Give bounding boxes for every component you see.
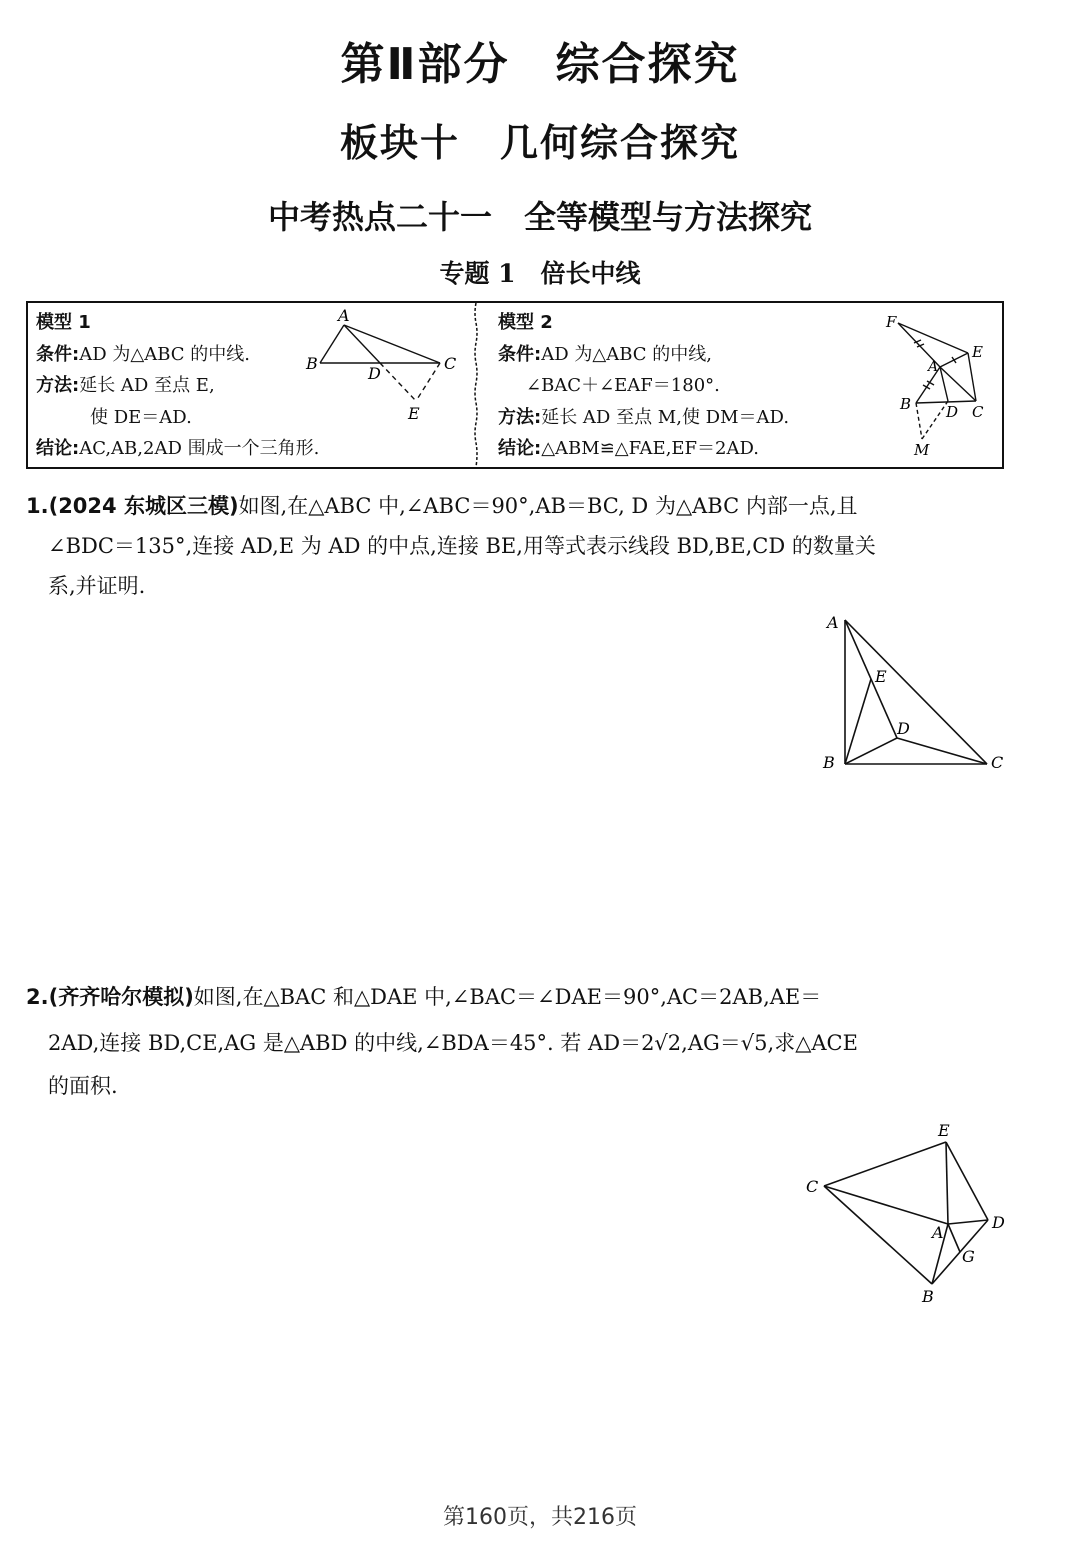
model1-conclusion: AC,AB,2AD 围成一个三角形.	[79, 438, 320, 459]
problem2-line1: 如图,在△BAC 和△DAE 中,∠BAC＝∠DAE＝90°,AC＝2AB,AE＝	[193, 985, 822, 1009]
problem1-label-a: A	[827, 613, 839, 632]
model2-text	[498, 307, 789, 465]
hotspot-title: 中考热点二十一 全等模型与方法探究	[267, 198, 812, 236]
problem2-label-d: D	[992, 1213, 1005, 1232]
problem1-label-d: D	[897, 719, 910, 738]
problem2-line2: 2AD,连接 BD,CE,AG 是△ABD 的中线,∠BDA＝45°. 若 AD＝2√2,AG＝√5,求△ACE	[48, 1031, 858, 1055]
problem2-line3: 的面积.	[48, 1074, 118, 1098]
model2-condition-label: 条件:	[498, 343, 542, 365]
model2-label-d: D	[946, 403, 959, 421]
model2-condition-line2: ∠BAC＋∠EAF＝180°.	[526, 375, 720, 396]
model1-figure	[300, 307, 470, 425]
block-title: 板块十 几何综合探究	[339, 121, 740, 165]
model-box	[26, 301, 1004, 469]
model1-method-label: 方法:	[36, 375, 80, 396]
problem2-source: (齐齐哈尔模拟)	[48, 985, 194, 1009]
problem1-label-e: E	[875, 667, 887, 686]
problem-1	[26, 486, 1006, 606]
model2-figure	[868, 305, 1002, 465]
model1-method-line2: 使 DE＝AD.	[90, 406, 192, 428]
model1-heading: 模型 1	[36, 312, 91, 333]
model1-condition-label: 条件:	[36, 343, 80, 365]
model2-heading: 模型 2	[498, 312, 553, 333]
problem1-source: (2024 东城区三模)	[48, 494, 239, 518]
model2-label-c: C	[972, 403, 984, 421]
model1-condition: AD 为△ABC 的中线.	[79, 343, 250, 365]
problem1-line1: 如图,在△ABC 中,∠ABC＝90°,AB＝BC, D 为△ABC 内部一点,且	[238, 494, 858, 518]
problem1-label-c: C	[991, 753, 1004, 772]
model2-method: 延长 AD 至点 M,使 DM＝AD.	[541, 406, 790, 428]
model2-label-a: A	[928, 359, 939, 375]
problem1-label-b: B	[823, 753, 835, 772]
problem2-label-e: E	[938, 1121, 950, 1140]
model2-conclusion: △ABM≌△FAE,EF＝2AD.	[541, 438, 760, 459]
model1-label-e: E	[408, 404, 420, 423]
model1-conclusion-label: 结论:	[36, 438, 80, 459]
problem1-line3: 系,并证明.	[48, 574, 146, 598]
model2-label-b: B	[900, 395, 912, 413]
model2-condition-line1: AD 为△ABC 的中线,	[541, 343, 712, 365]
problem1-line2: ∠BDC＝135°,连接 AD,E 为 AD 的中点,连接 BE,用等式表示线段 BD,BE,CD 的数量关	[48, 534, 876, 558]
model1-label-c: C	[444, 354, 457, 373]
topic-title: 专题 1 倍长中线	[439, 259, 641, 288]
page-indicator: 第160页，共216页	[443, 1505, 637, 1530]
problem2-figure	[800, 1120, 1015, 1310]
model2-label-f: F	[886, 313, 897, 331]
problem2-label-g: G	[962, 1247, 975, 1266]
model1-text	[36, 307, 319, 465]
problem-2	[26, 976, 1006, 1104]
model2-label-e: E	[972, 343, 983, 361]
problem2-label-c: C	[806, 1177, 819, 1196]
model2-method-label: 方法:	[498, 406, 542, 428]
model1-label-b: B	[306, 354, 318, 373]
problem2-label-a: A	[932, 1223, 944, 1242]
model1-label-a: A	[338, 307, 350, 325]
problem2-number: 2.	[26, 985, 49, 1009]
part-title: 第Ⅱ部分 综合探究	[340, 39, 740, 90]
problem1-number: 1.	[26, 494, 49, 518]
model1-label-d: D	[368, 364, 381, 383]
model-divider	[474, 303, 478, 467]
model2-conclusion-label: 结论:	[498, 438, 542, 459]
model2-label-m: M	[914, 441, 930, 459]
problem1-figure	[815, 608, 1015, 778]
model1-method-line1: 延长 AD 至点 E,	[79, 375, 215, 396]
problem2-label-b: B	[922, 1287, 934, 1306]
